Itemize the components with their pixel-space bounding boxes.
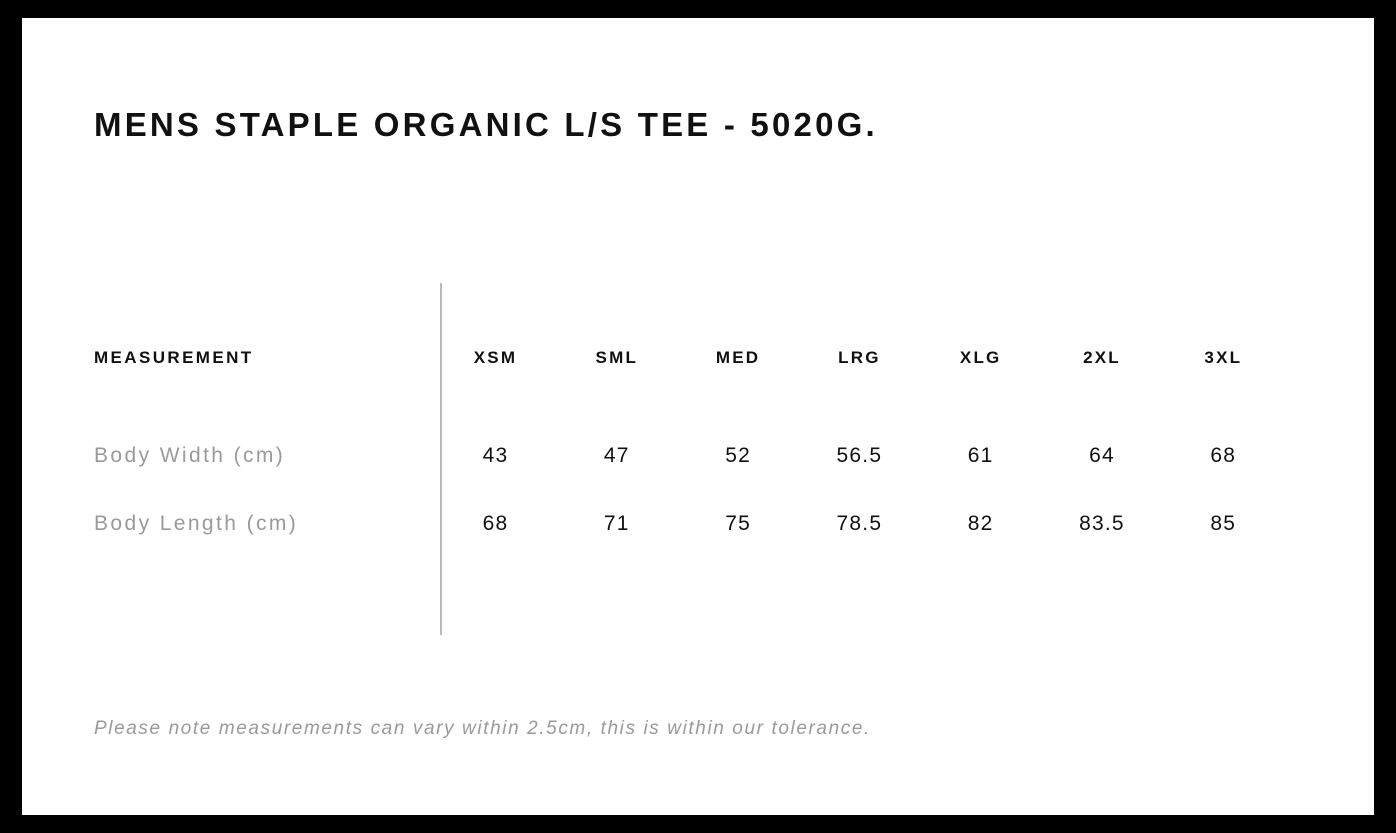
column-header-med: MED <box>715 348 761 367</box>
tolerance-note: Please note measurements can vary within 2.5cm, this is within our tolerance. <box>94 718 871 739</box>
cell-body-width-lrg: 56.5 <box>836 444 883 467</box>
cell-body-width-2xl: 64 <box>1089 444 1115 467</box>
size-chart-table <box>94 348 1284 558</box>
column-header-lrg: LRG <box>838 348 881 367</box>
page-title: MENS STAPLE ORGANIC L/S TEE - 5020G. <box>94 106 878 143</box>
row-label-body-length: Body Length (cm) <box>94 512 299 535</box>
cell-body-width-xlg: 61 <box>967 444 994 467</box>
table-row <box>94 490 1284 558</box>
cell-body-length-xsm: 68 <box>482 512 509 535</box>
size-chart-card <box>22 18 1374 815</box>
cell-body-width-sml: 47 <box>603 444 630 467</box>
table-row <box>94 422 1284 490</box>
cell-body-width-med: 52 <box>725 444 751 467</box>
cell-body-length-3xl: 85 <box>1210 512 1237 535</box>
column-header-2xl: 2XL <box>1083 348 1121 367</box>
column-header-xsm: XSM <box>473 348 518 367</box>
table-header-row <box>94 348 1284 422</box>
column-header-3xl: 3XL <box>1204 348 1243 367</box>
column-header-xlg: XLG <box>959 348 1002 367</box>
row-label-body-width: Body Width (cm) <box>94 444 286 467</box>
cell-body-length-lrg: 78.5 <box>836 512 883 535</box>
column-header-sml: SML <box>595 348 639 367</box>
cell-body-width-3xl: 68 <box>1210 444 1237 467</box>
cell-body-length-xlg: 82 <box>967 512 994 535</box>
cell-body-length-2xl: 83.5 <box>1079 512 1125 535</box>
cell-body-length-med: 75 <box>725 512 751 535</box>
cell-body-width-xsm: 43 <box>482 444 509 467</box>
cell-body-length-sml: 71 <box>603 512 630 535</box>
column-header-measurement: MEASUREMENT <box>94 348 254 367</box>
